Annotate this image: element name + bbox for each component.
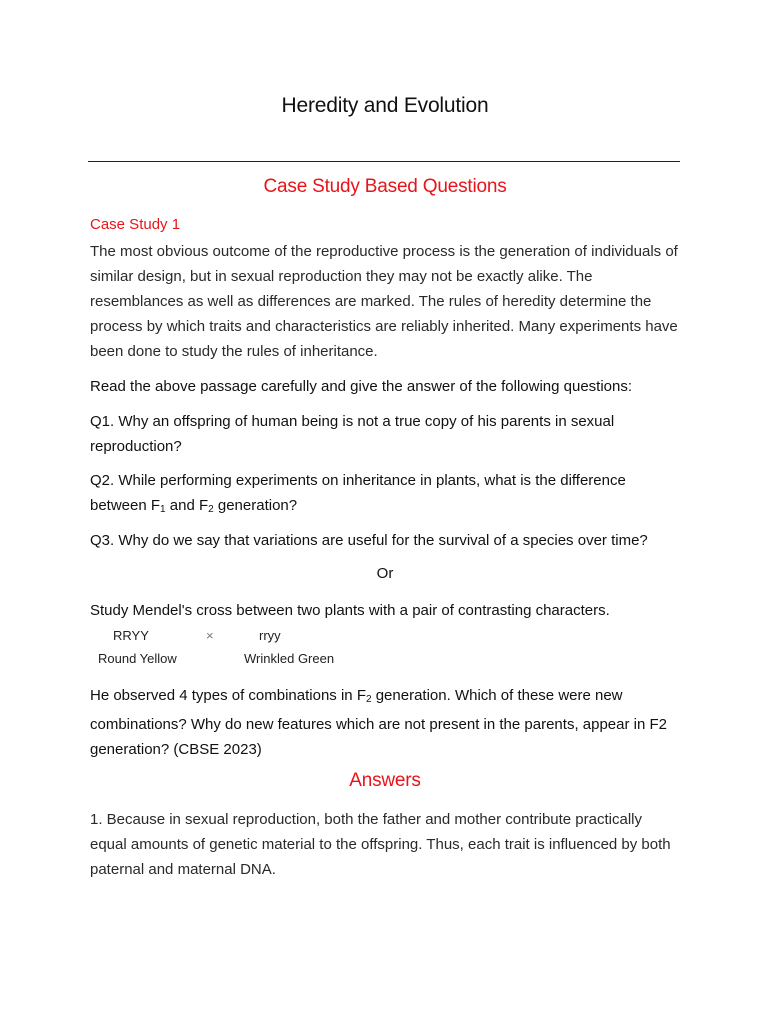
question-1: Q1. Why an offspring of human being is not a true copy of his parents in sexual reproduction?	[90, 413, 615, 455]
question-2	[90, 468, 682, 522]
question-2-subscript-2: 2	[208, 504, 214, 515]
question-2-subscript-1: 1	[160, 504, 166, 515]
case-study-heading: Case Study 1	[90, 216, 181, 233]
question-2-text-a: Q2. While performing experiments on inheritance in plants, what is the difference between F	[90, 472, 626, 514]
question-2-text-c: generation?	[213, 497, 298, 514]
answer-1: 1. Because in sexual reproduction, both the father and mother contribute practically equal amounts of genetic material to the offspring. Thus, each trait is influenced by both paternal and maternal DNA.	[90, 811, 671, 878]
parent1-phenotype: Round Yellow	[98, 651, 177, 666]
parent1-genotype: RRYY	[113, 628, 149, 643]
parent2-phenotype: Wrinkled Green	[244, 651, 335, 666]
title-divider	[88, 161, 680, 162]
observation-question	[90, 683, 682, 762]
answers-heading: Answers	[349, 770, 421, 791]
or-separator: Or	[376, 565, 394, 582]
page-title: Heredity and Evolution	[281, 94, 489, 117]
question-2-text-b: and F	[165, 497, 209, 514]
observation-text-b: generation. Which of these were new combinations? Why do new features which are not present in the parents, appear in F2 generation? (CBSE 2023)	[90, 687, 667, 758]
observation-subscript: 2	[365, 694, 372, 705]
parent2-genotype: rryy	[259, 628, 281, 643]
case-study-passage: The most obvious outcome of the reproductive process is the generation of individuals of similar design, but in sexual reproduction they may not be exactly alike. The resemblances as well as differences are marked. The rules of heredity determine the process by which traits and characteristics are reliably inherited. Many experiments have been done to study the rules of inheritance.	[90, 243, 678, 360]
mendel-cross-intro: Study Mendel's cross between two plants with a pair of contrasting characters.	[90, 602, 610, 619]
observation-text-a: He observed 4 types of combinations in F	[90, 687, 366, 704]
cross-symbol: ×	[206, 628, 214, 643]
mendel-cross-diagram	[90, 628, 490, 672]
section-heading: Case Study Based Questions	[263, 176, 507, 197]
instruction-text: Read the above passage carefully and give the answer of the following questions:	[90, 378, 633, 395]
question-3: Q3. Why do we say that variations are useful for the survival of a species over time?	[90, 532, 648, 549]
